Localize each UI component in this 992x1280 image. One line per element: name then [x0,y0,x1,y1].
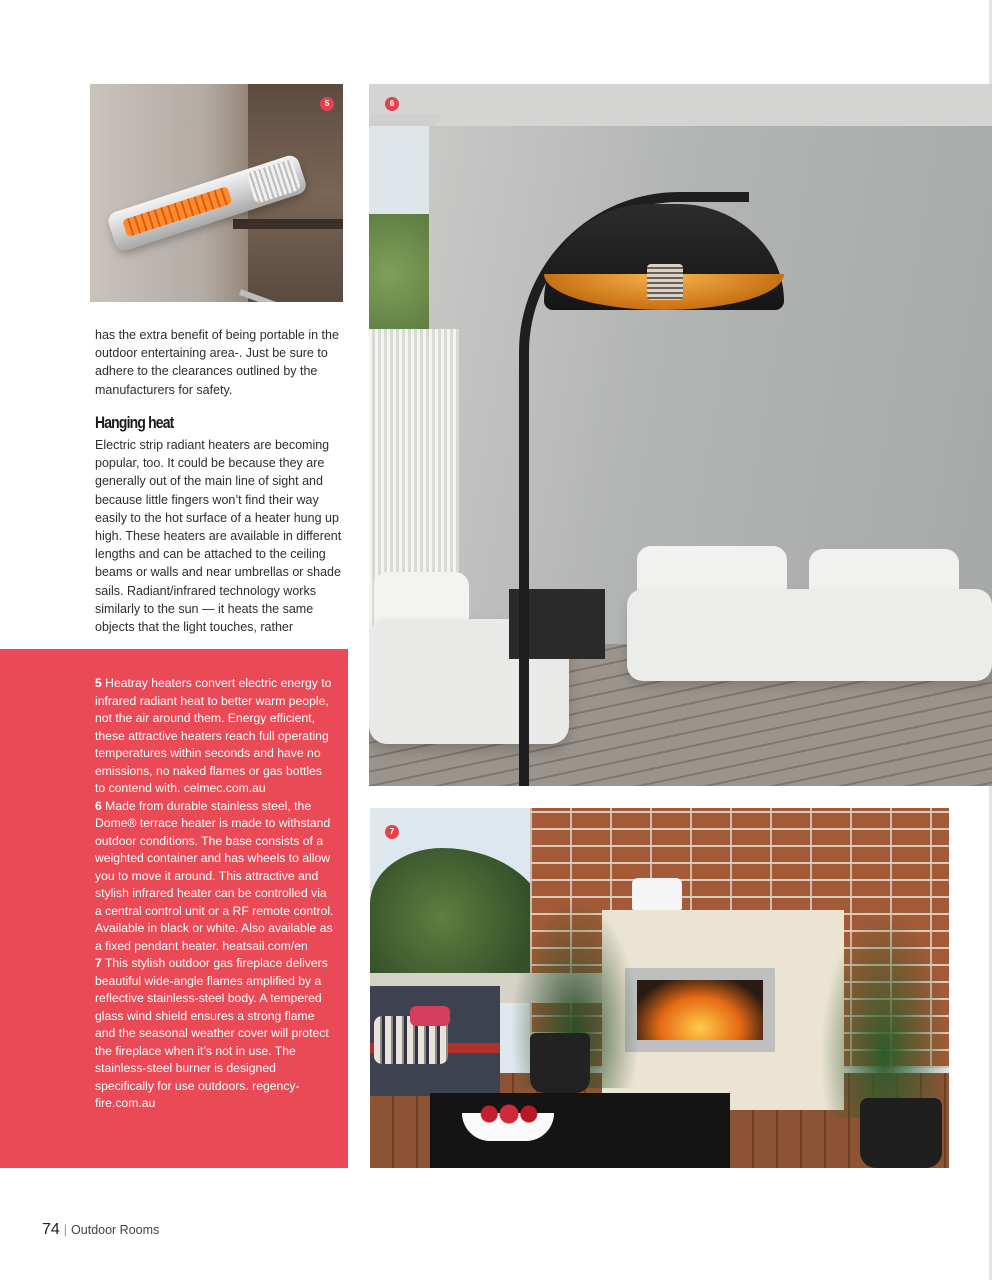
plant-pot [530,1033,590,1093]
caption-5 [95,675,335,798]
heater-glow [122,186,232,237]
photo-strip-heater [90,84,343,302]
apples [476,1104,542,1124]
photo-beam [369,114,442,126]
caption-text: This stylish outdoor gas fireplace delivers beautiful wide-angle flames amplified by a reflective stainless-steel body. A tempered glass wind shield ensures a strong flame and the seasonal weather cover will protect the fireplace when it’s not in use. The stainless-steel burner is designed specifically for use outdoors. regency-fire.com.au [95,956,329,1110]
caption-text: Made from durable stainless steel, the Dome® terrace heater is made to withstand outdoor conditions. The base consists of a weighted container and has wheels to allow you to move it around. This attractive and stylish infrared heater can be controlled via a central control unit or a RF remote control. Available in black or white. Also available as a fixed pendant heater. heatsail.com/en [95,798,334,953]
photo-gas-fireplace [370,808,949,1168]
article-paragraph: Electric strip radiant heaters are becoming popular, too. It could be because they are generally out of the main line of sight and because little fingers won’t find their way easily to the hot surface of a heater hung up high. These heaters are available in different lengths and can be attached to the ceiling beams or walls and near umbrellas or shade sails. Radiant/infrared technology works similarly to the sun — it heats the same objects that the light touches, rather [95,438,342,635]
section-name: Outdoor Rooms [71,1223,160,1237]
page-number: 74 [42,1221,60,1238]
photo-ceiling [369,84,992,126]
badge-6: 6 [385,97,399,111]
potted-plant [820,908,949,1118]
caption-7 [95,955,335,1113]
fireplace-flames [637,980,763,1040]
badge-7: 7 [385,825,399,839]
badge-5: 5 [320,97,334,111]
captions [95,675,335,1113]
caption-number: 7 [95,956,102,970]
plant-pot [860,1098,942,1168]
caption-text: Heatray heaters convert electric energy to infrared radiant heat to better warm people, not the air around them. Energy efficient, these attractive heaters reach full operating temperatures within seconds and have no emissions, no naked flames or gas bottles to contend with. celmec.com.au [95,676,332,795]
caption-number: 5 [95,676,102,690]
footer-separator: | [63,1223,68,1237]
heater-element [647,264,683,300]
photo-ledge [233,219,343,229]
page-footer [42,1221,159,1239]
caption-6 [95,798,335,956]
photo-dome-heater [369,84,992,786]
article-intro: has the extra benefit of being portable in the outdoor entertaining area-. Just be sure to adhere to the clearances outlined by the manufacturers for safety. [95,328,339,397]
caption-number: 6 [95,798,102,813]
subheading: Hanging heat [95,413,174,432]
pink-pillow [410,1006,450,1026]
